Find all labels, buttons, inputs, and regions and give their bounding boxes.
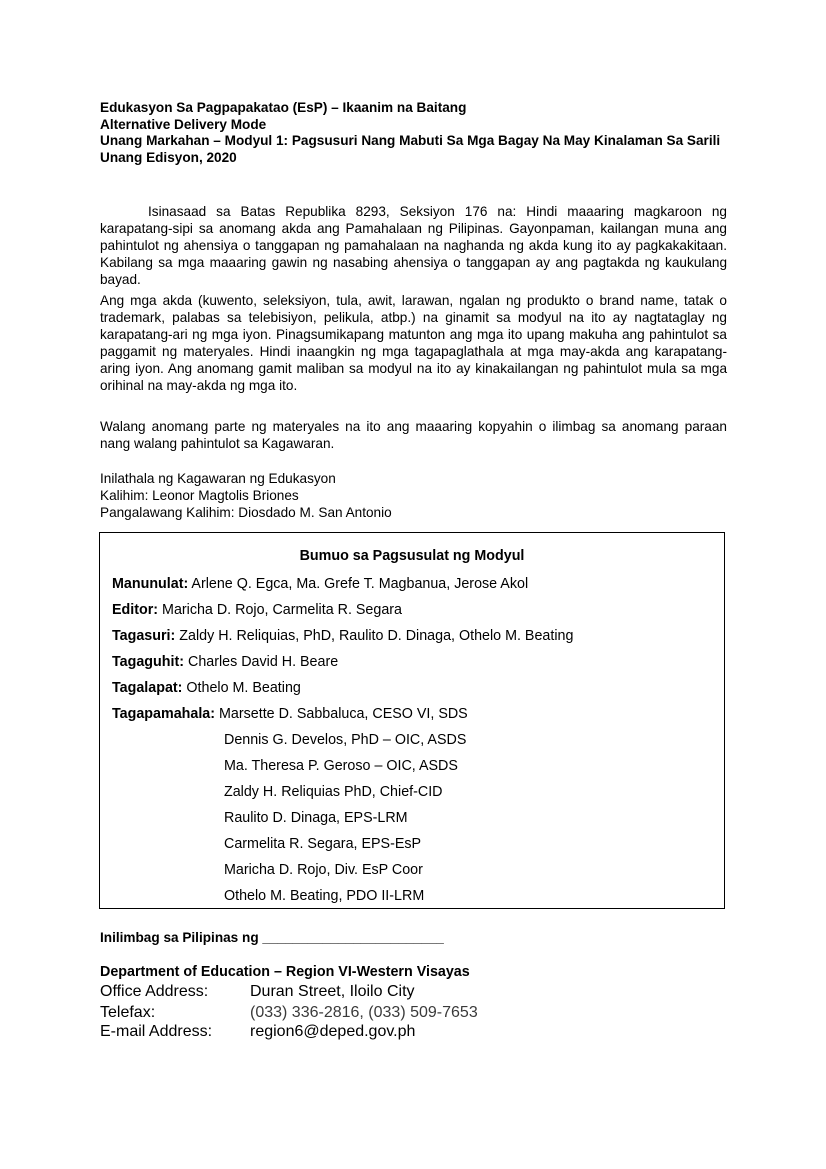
publisher-info: [100, 470, 392, 521]
manager-item: Raulito D. Dinaga, EPS-LRM: [224, 810, 408, 826]
manager-item: Carmelita R. Segara, EPS-EsP: [224, 836, 422, 852]
credit-label: Tagapamahala:: [112, 706, 216, 722]
telefax-value: (033) 336-2816, (033) 509-7653: [250, 1004, 478, 1021]
credit-layout: [112, 680, 301, 696]
printed-in-line: Inilimbag sa Pilipinas ng ________________________: [100, 930, 444, 945]
edition: Unang Edisyon, 2020: [100, 149, 237, 165]
publisher-line: Inilathala ng Kagawaran ng Edukasyon: [100, 471, 336, 486]
undersecretary-line: Pangalawang Kalihim: Diosdado M. San Antonio: [100, 505, 392, 520]
email-value: region6@deped.gov.ph: [250, 1023, 416, 1040]
credit-value: Maricha D. Rojo, Carmelita R. Segara: [158, 602, 402, 618]
manager-item: Dennis G. Develos, PhD – OIC, ASDS: [224, 732, 467, 748]
office-address-value: Duran Street, Iloilo City: [250, 983, 415, 1000]
delivery-mode: Alternative Delivery Mode: [100, 116, 267, 132]
manager-item: Othelo M. Beating, PDO II-LRM: [224, 888, 425, 904]
manager-item: Zaldy H. Reliquias PhD, Chief-CID: [224, 784, 443, 800]
secretary-line: Kalihim: Leonor Magtolis Briones: [100, 488, 299, 503]
credit-value: Arlene Q. Egca, Ma. Grefe T. Magbanua, Jerose Akol: [188, 576, 529, 592]
credit-editor: [112, 602, 402, 618]
credit-reviewer: [112, 628, 573, 644]
credit-value: Othelo M. Beating: [182, 680, 301, 696]
credits-title: Bumuo sa Pagsusulat ng Modyul: [299, 548, 525, 564]
credits-box: [99, 532, 725, 909]
credit-management: [112, 706, 468, 722]
office-address-label: Office Address:: [100, 983, 209, 1000]
rights-paragraph: Ang mga akda (kuwento, seleksiyon, tula, awit, larawan, ngalan ng produkto o brand name, tatak o trademark, palabas sa telebisiyon, pelikula, atbp.) na ginamit sa modyul na ito ay nagtataglay ng karapatang-ari ng mga iyon. Pinagsumikapang matunton ang mga ito upang makuha ang pahintulot sa paggamit ng materyales. Hindi inaangkin ng mga tagapaglathala at mga may-akda ang karapatang-aring iyon. Ang anomang gamit maliban sa modyul na ito ay kinakailangan ng pahintulot mula sa mga orihinal na may-akda ng mga ito.: [100, 293, 727, 393]
credit-label: Tagasuri:: [112, 628, 176, 644]
telefax: [100, 1004, 478, 1022]
reproduction-paragraph: Walang anomang parte ng materyales na ito ang maaaring kopyahin o ilimbag sa anomang paraan nang walang pahintulot sa Kagawaran.: [100, 419, 727, 451]
credit-label: Tagaguhit:: [112, 654, 185, 670]
credit-value: Zaldy H. Reliquias, PhD, Raulito D. Dinaga, Othelo M. Beating: [175, 628, 574, 644]
module-title: Unang Markahan – Modyul 1: Pagsusuri Nang Mabuti Sa Mga Bagay Na May Kinalaman Sa Sarili: [100, 133, 721, 148]
department-name: Department of Education – Region VI-Western Visayas: [100, 964, 470, 980]
manager-item: Ma. Theresa P. Geroso – OIC, ASDS: [224, 758, 458, 774]
credit-label: Manunulat:: [112, 576, 189, 592]
credit-illustrator: [112, 654, 338, 670]
subject-title: Edukasyon Sa Pagpapakatao (EsP) – Ikaanim na Baitang: [100, 100, 467, 115]
document-header: [100, 100, 728, 166]
manager-item: Maricha D. Rojo, Div. EsP Coor: [224, 862, 423, 878]
telefax-label: Telefax:: [100, 1004, 156, 1021]
credit-writer: [112, 576, 528, 592]
email-label: E-mail Address:: [100, 1023, 213, 1040]
credit-label: Editor:: [112, 602, 159, 618]
email-address: [100, 1023, 415, 1041]
credit-label: Tagalapat:: [112, 680, 183, 696]
credit-value: Charles David H. Beare: [184, 654, 339, 670]
copyright-paragraph: Isinasaad sa Batas Republika 8293, Seksiyon 176 na: Hindi maaaring magkaroon ng karapatang-sipi sa anomang akda ang Pamahalaan ng Pilipinas. Gayonpaman, kailangan muna ang pahintulot ng ahensiya o tanggapan ng pamahalaan na naghanda ng akda kung ito ay pagkakakitaan. Kabilang sa mga maaaring gawin ng nasabing ahensiya o tanggapan ay ang pagtakda ng kaukulang bayad.: [100, 204, 727, 287]
office-address: [100, 983, 415, 1001]
credit-value: Marsette D. Sabbaluca, CESO VI, SDS: [215, 706, 468, 722]
